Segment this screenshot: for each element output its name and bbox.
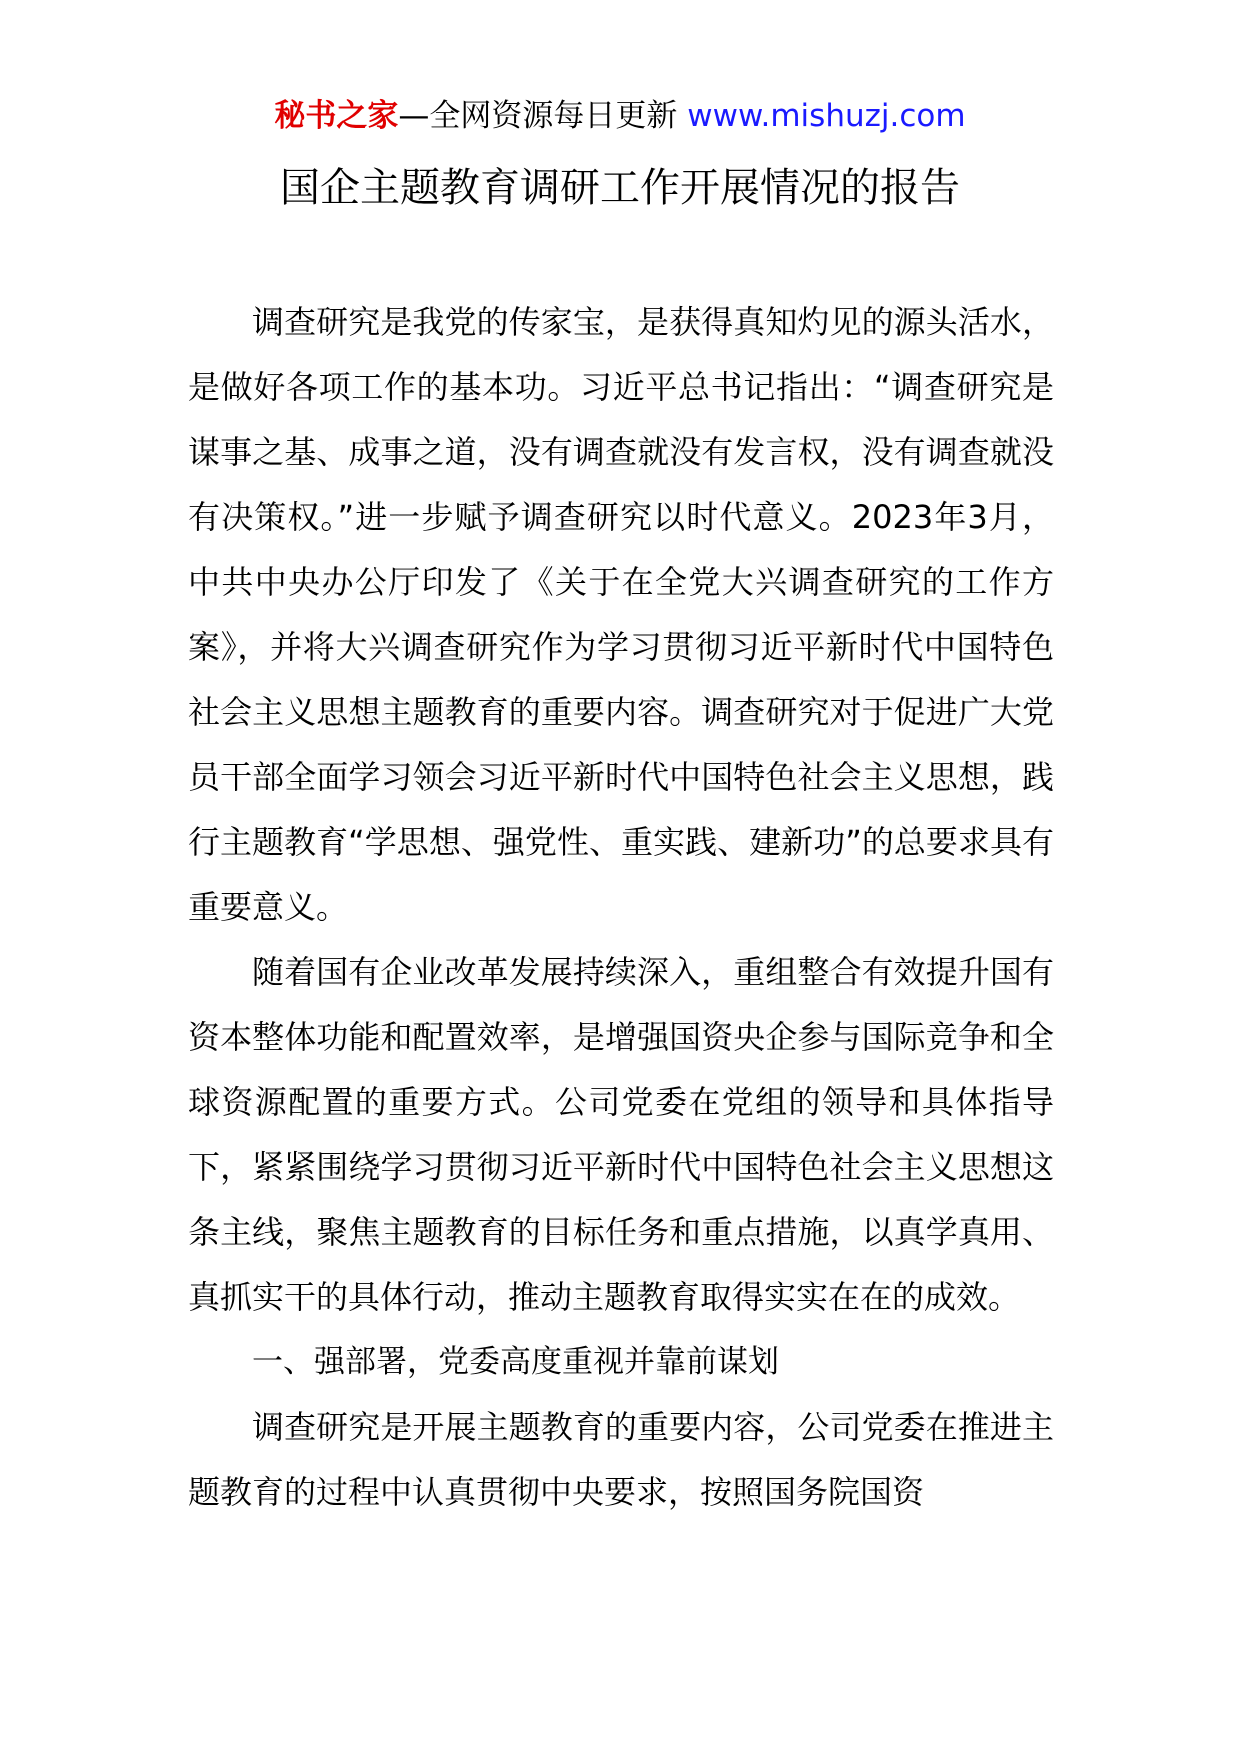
site-header bbox=[0, 98, 1240, 135]
site-brand: 秘书之家 bbox=[274, 98, 399, 134]
section-heading-1: 一、强部署，党委高度重视并靠前谋划 bbox=[252, 1344, 779, 1380]
site-tagline: —全网资源每日更新 bbox=[398, 98, 678, 134]
document-title: 国企主题教育调研工作开展情况的报告 bbox=[280, 165, 960, 211]
paragraph-intro: 调查研究是我党的传家宝，是获得真知灼见的源头活水，是做好各项工作的基本功。习近平总书记指出：“调查研究是谋事之基、成事之道，没有调查就没有发言权，没有调查就没有决策权。”进一步赋予调查研究以时代意义。2023年3月，中共中央办公厅印发了《关于在全党大兴调查研究的工作方案》，并将大兴调查研究作为学习贯彻习近平新时代中国特色社会主义思想主题教育的重要内容。调查研究对于促进广大党员干部全面学习领会习近平新时代中国特色社会主义思想，践行主题教育“学思想、强党性、重实践、建新功”的总要求具有重要意义。 bbox=[188, 303, 1054, 926]
document-body bbox=[188, 290, 1054, 1525]
paragraph-background: 随着国有企业改革发展持续深入，重组整合有效提升国有资本整体功能和配置效率，是增强国资央企参与国际竞争和全球资源配置的重要方式。公司党委在党组的领导和具体指导下，紧紧围绕学习贯彻习近平新时代中国特色社会主义思想这条主线，聚焦主题教育的目标任务和重点措施，以真学真用、真抓实干的具体行动，推动主题教育取得实实在在的成效。 bbox=[188, 953, 1054, 1316]
paragraph-section-1: 调查研究是开展主题教育的重要内容，公司党委在推进主题教育的过程中认真贯彻中央要求，按照国务院国资 bbox=[188, 1408, 1054, 1511]
site-url-link[interactable]: www.mishuzj.com bbox=[687, 98, 966, 134]
